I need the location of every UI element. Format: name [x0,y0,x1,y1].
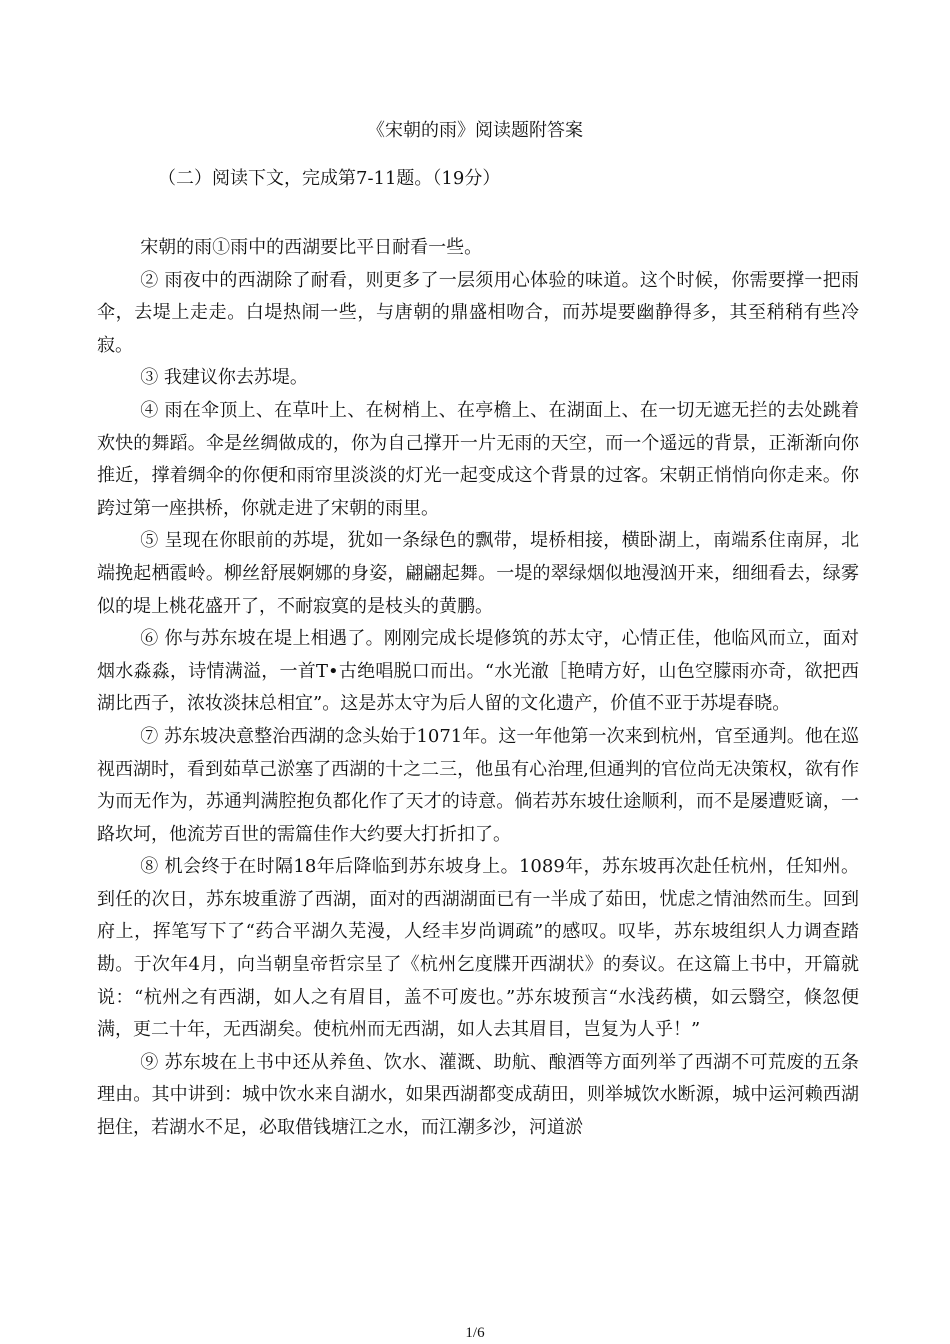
page-number: 1/6 [465,1325,485,1341]
paragraph-3: ③ 我建议你去苏堤。 [140,367,308,389]
paragraph-5: ⑤ 呈现在你眼前的苏堤，犹如一条绿色的飘带，堤桥相接，横卧湖上，南端系住南屏，北端挽起栖霞岭。柳丝舒展婀娜的身姿，翩翩起舞。一堤的翠绿烟似地漫汹开来，细细看去，绿雾似的堤上桃花盛开了，不耐寂寞的是枝头的黄鹏。 [97,530,859,617]
section-instruction: （二）阅读下文，完成第7-11题。（19分） [158,168,501,189]
article-body [97,232,859,1145]
paragraph-1: 宋朝的雨①雨中的西湖要比平日耐看一些。 [140,237,483,258]
paragraph-6: ⑥ 你与苏东坡在堤上相遇了。刚刚完成长堤修筑的苏太守，心情正佳，他临风而立，面对烟水淼淼，诗情满溢，一首T•古绝唱脱口而出。“水光澈［艳晴方好，山色空朦雨亦奇，欲把西湖比西子，浓妆淡抹总相宜”。这是苏太守为后人留的文化遗产，价值不亚于苏堤春晓。 [97,628,859,715]
paragraph-9: ⑨ 苏东坡在上书中还从养鱼、饮水、灌溉、助航、酿酒等方面列举了西湖不可荒废的五条理由。其中讲到：城中饮水来自湖水，如果西湖都变成葫田，则举城饮水断源，城中运河赖西湖挹住，若湖水不足，必取借钱塘江之水，而江潮多沙，河道淤 [97,1051,859,1139]
paragraph-7: ⑦ 苏东坡决意整治西湖的念头始于1071年。这一年他第一次来到杭州，官至通判。他在巡视西湖时，看到茹草己淤塞了西湖的十之二三，他虽有心治理,但通判的官位尚无决策权，欲有作为而无作为，苏通判满腔抱负都化作了天才的诗意。倘若苏东坡仕途顺利，而不是屡遭贬谪，一路坎坷，他流芳百世的需篇佳作大约要大打折扣了。 [97,725,859,845]
paragraph-8: ⑧ 机会终于在时隔18年后降临到苏东坡身上。1089年，苏东坡再次赴任杭州，任知州。到任的次日，苏东坡重游了西湖，面对的西湖湖面已有一半成了茹田，忧虑之情油然而生。回到府上，挥笔写下了“药合平湖久芜漫，人经丰岁尚调疏”的感叹。叹毕，苏东坡组织人力调查踏勘。于次年4月，向当朝皇帝哲宗呈了《杭州乞度牒开西湖状》的奏议。在这篇上书中，开篇就说：“杭州之有西湖，如人之有眉目，盖不可废也。”苏东坡预言“水浅药横，如云翳空，倏忽便满，更二十年，无西湖矣。使杭州而无西湖，如人去其眉目，岂复为人乎！” [97,856,859,1041]
paragraph-4: ④ 雨在伞顶上、在草叶上、在树梢上、在亭檐上、在湖面上、在一切无遮无拦的去处跳着欢快的舞蹈。伞是丝绸做成的，你为自己撑开一片无雨的天空，而一个遥远的背景，正渐渐向你推近，撑着绸伞的你便和雨帘里淡淡的灯光一起变成这个背景的过客。宋朝正悄悄向你走来。你跨过第一座拱桥，你就走进了宋朝的雨里。 [97,399,859,519]
paragraph-2: ② 雨夜中的西湖除了耐看，则更多了一层须用心体验的味道。这个时候，你需要撑一把雨伞，去堤上走走。白堤热闹一些，与唐朝的鼎盛相吻合，而苏堤要幽静得多，其至稍稍有些冷寂。 [97,269,859,356]
document-title: 《宋朝的雨》阅读题附答案 [367,120,583,141]
